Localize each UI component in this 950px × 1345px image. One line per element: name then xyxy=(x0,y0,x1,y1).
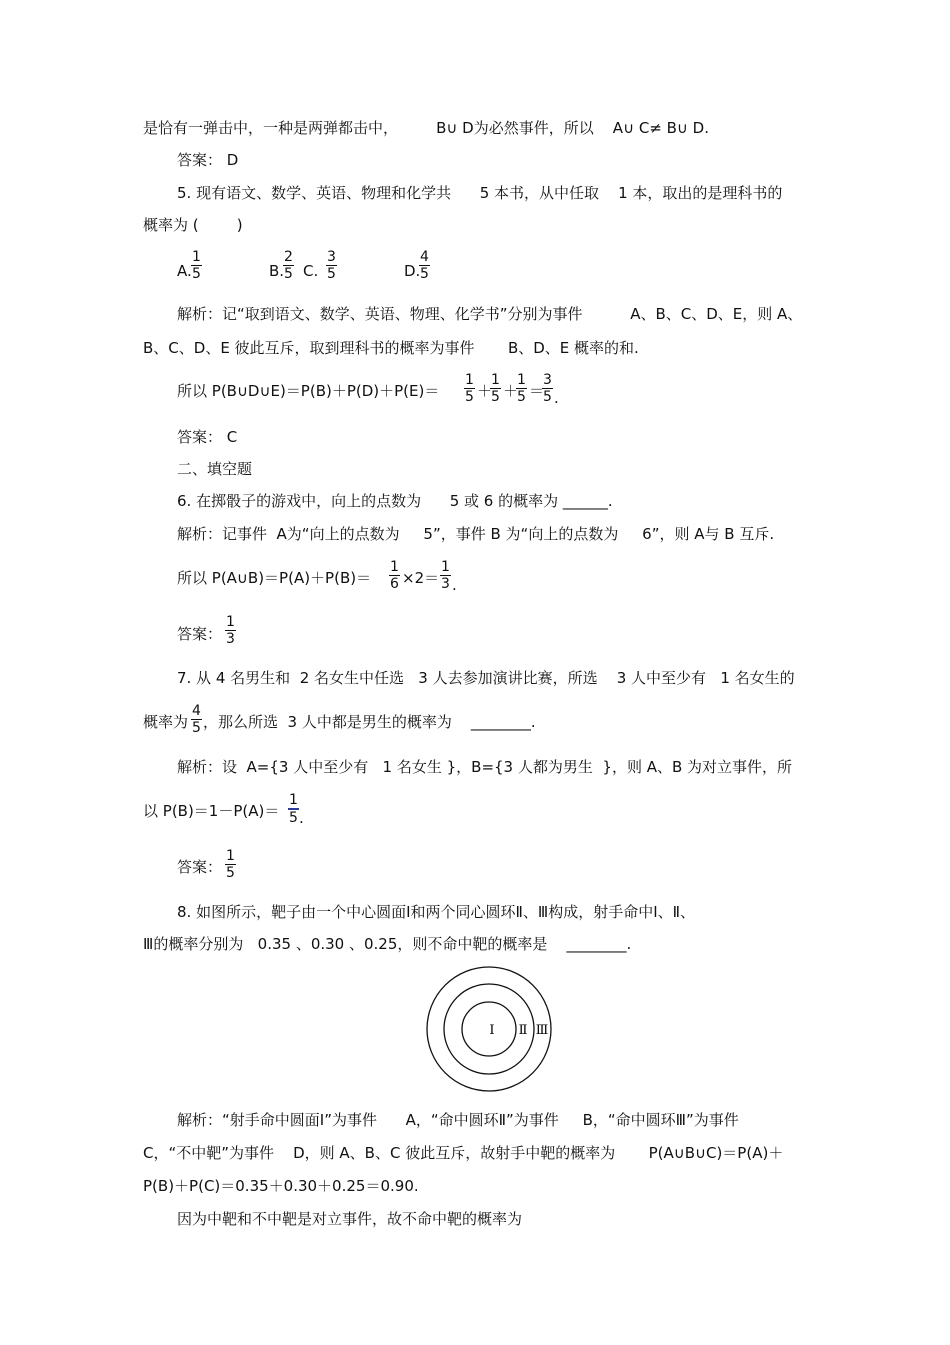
option-a-label: A. xyxy=(177,262,192,280)
equals-sign: ＝ xyxy=(529,382,545,400)
solution-8-cont3: 因为中靶和不中靶是对立事件，故不命中靶的概率为 xyxy=(177,1210,523,1228)
solution-6-formula: 所以 P(A∪B)＝P(A)＋P(B)＝ xyxy=(177,569,372,587)
label-region-3: Ⅲ xyxy=(535,1023,549,1038)
times-two: ×2＝ xyxy=(402,569,440,587)
fraction-one-third: $\frac{1}{3}$ xyxy=(441,559,450,592)
question-6: 6. 在掷骰子的游戏中，向上的点数为 5 或 6 的概率为 ______. xyxy=(177,492,613,510)
question-5: 5. 现有语文、数学、英语、物理和化学共 5 本书，从中任取 1 本，取出的是理科书的 xyxy=(177,184,783,202)
solution-6: 解析：记事件 A为“向上的点数为 5”，事件 B 为“向上的点数为 6”，则 A与 B 互斥. xyxy=(177,525,775,543)
fraction-four-fifths: $\frac{4}{5}$ xyxy=(192,703,201,736)
solution-8: 解析：“射手命中圆面Ⅰ”为事件 A，“命中圆环Ⅱ”为事件 B，“命中圆环Ⅲ”为事件 xyxy=(177,1111,739,1129)
option-d-label: D. xyxy=(404,262,421,280)
answer-7-label: 答案： xyxy=(177,858,223,876)
plus-sign: ＋ xyxy=(477,382,493,400)
solution-5-formula: 所以 P(B∪D∪E)＝P(B)＋P(D)＋P(E)＝ xyxy=(177,382,440,400)
label-region-2: Ⅱ xyxy=(518,1023,528,1038)
solution-5-cont: B、C、D、E 彼此互斥，取到理科书的概率为事件 B、D、E 概率的和. xyxy=(143,339,639,357)
section-heading: 二、填空题 xyxy=(177,460,253,478)
solution-5: 解析：记“取到语文、数学、英语、物理、化学书”分别为事件 A、B、C、D、E，则 A、 xyxy=(177,305,803,323)
solution-7: 解析：设 A={3 人中至少有 1 名女生 }，B={3 人都为男生 }，则 A、B 为对立事件，所 xyxy=(177,758,793,776)
target-diagram xyxy=(425,965,555,1095)
plus-sign: ＋ xyxy=(503,382,519,400)
solution-7-formula: 以 P(B)＝1－P(A)＝ xyxy=(143,802,280,820)
text-line: 是恰有一弹击中，一种是两弹都击中， B∪ D为必然事件，所以 A∪ C≠ B∪ D. xyxy=(143,119,709,137)
label-region-1: Ⅰ xyxy=(489,1023,495,1038)
answer-6-label: 答案： xyxy=(177,625,223,643)
question-8: 8. 如图所示，靶子由一个中心圆面Ⅰ和两个同心圆环Ⅱ、Ⅲ构成，射手命中Ⅰ、Ⅱ、 xyxy=(177,903,696,921)
answer-4: 答案： D xyxy=(177,151,239,169)
period: . xyxy=(299,809,304,827)
period: . xyxy=(554,389,559,407)
fraction-one-fifth: $\frac{1}{5}$ xyxy=(517,372,526,405)
fraction-one-fifth: $\frac{1}{5}$ xyxy=(465,372,474,405)
question-8-cont: Ⅲ的概率分别为 0.35 、0.30 、0.25，则不命中靶的概率是 ________. xyxy=(143,935,632,953)
period: . xyxy=(452,576,457,594)
option-c-label: C. xyxy=(303,262,319,280)
question-7: 7. 从 4 名男生和 2 名女生中任选 3 人去参加演讲比赛，所选 3 人中至少有 1 名女生的 xyxy=(177,669,795,687)
fraction-one-sixth: $\frac{1}{6}$ xyxy=(390,559,399,592)
solution-8-cont2: P(B)＋P(C)＝0.35＋0.30＋0.25＝0.90. xyxy=(143,1177,419,1195)
fraction-one-fifth: $\frac{1}{5}$ xyxy=(289,792,298,826)
fraction-three-fifths: $\frac{3}{5}$ xyxy=(543,372,552,405)
option-d-fraction: $\frac{4}{5}$ xyxy=(420,249,429,282)
answer-5: 答案： C xyxy=(177,428,238,446)
option-a-fraction: $\frac{1}{5}$ xyxy=(192,249,201,282)
option-b-label: B. xyxy=(269,262,285,280)
answer-7-fraction: $\frac{1}{5}$ xyxy=(226,848,235,881)
option-c-fraction: $\frac{3}{5}$ xyxy=(327,249,336,282)
fraction-one-fifth: $\frac{1}{5}$ xyxy=(491,372,500,405)
answer-6-fraction: $\frac{1}{3}$ xyxy=(226,614,235,647)
solution-8-cont: C，“不中靶”为事件 D，则 A、B、C 彼此互斥，故射手中靶的概率为 P(A∪B∪C)＝P(A)＋ xyxy=(143,1144,784,1162)
question-7-cont-post: ，那么所选 3 人中都是男生的概率为 ________. xyxy=(203,713,536,731)
question-5-cont: 概率为 ( ) xyxy=(143,216,243,234)
question-7-cont-pre: 概率为 xyxy=(143,713,189,731)
option-b-fraction: $\frac{2}{5}$ xyxy=(284,249,293,282)
